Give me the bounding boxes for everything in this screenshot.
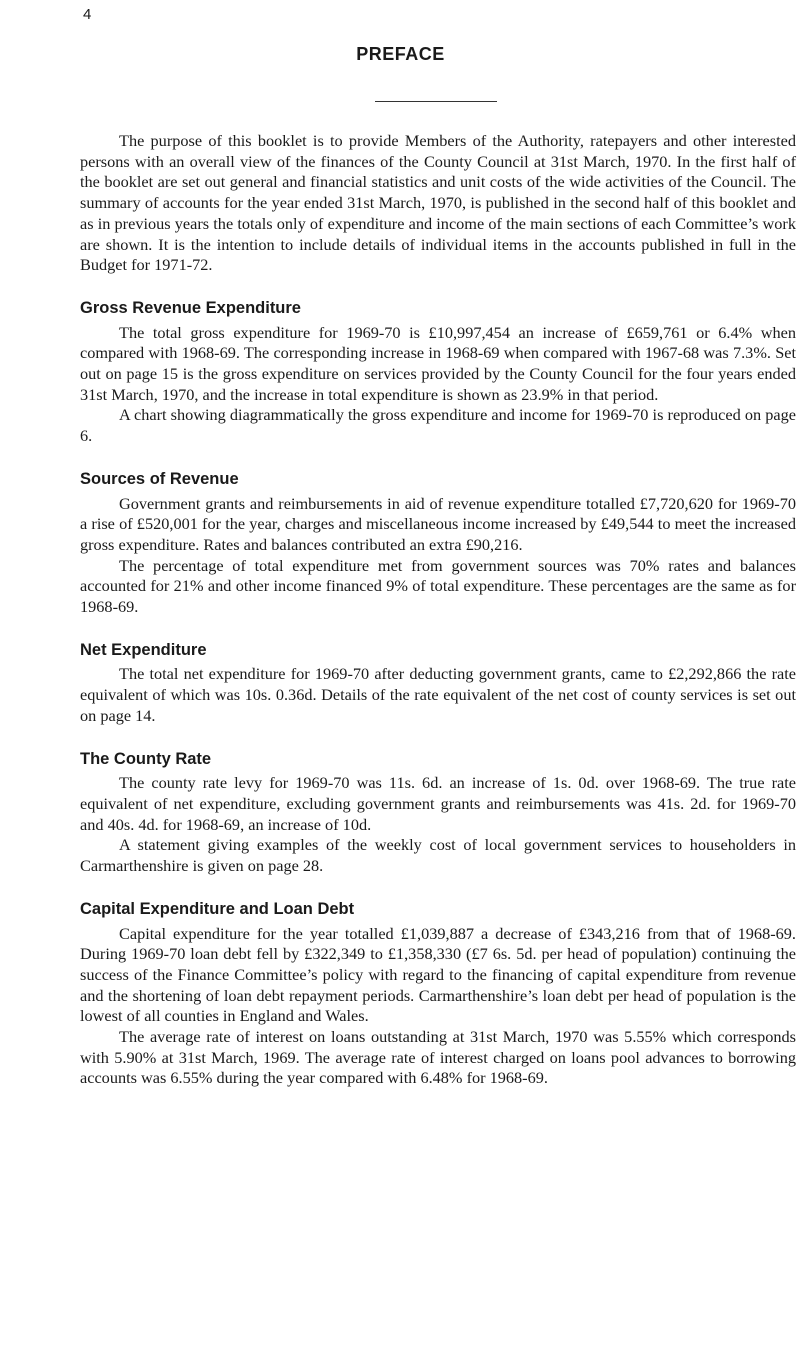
section-heading-capital-expenditure: Capital Expenditure and Loan Debt: [80, 899, 355, 918]
paragraph: A statement giving examples of the weekly cost of local government services to householders in Carmarthenshire is given on page 28.: [80, 835, 796, 876]
paragraph: The percentage of total expenditure met from government sources was 70% rates and balances accounted for 21% and other income financed 9% of total expenditure. These percentages are the same as for 1968-69.: [80, 555, 796, 617]
paragraph: The average rate of interest on loans outstanding at 31st March, 1970 was 5.55% which corresponds with 5.90% at 31st March, 1969. The average rate of interest charged on loans pool advances to borrowing accounts was 6.55% during the year compared with 6.48% for 1968-69.: [80, 1027, 796, 1088]
title-divider: [375, 101, 497, 102]
page-number: 4: [83, 6, 92, 23]
paragraph: The total gross expenditure for 1969-70 is £10,997,454 an increase of £659,761 or 6.4% when compared with 1968-69. The corresponding increase in 1968-69 when compared with 1967-68 was 7.3%. Set out on page 15 is the gross expenditure on services provided by the County Council for the four years ended 31st March, 1970, and the increase in total expenditure is shown as 23.9% in that period.: [80, 322, 796, 404]
paragraph: A chart showing diagrammatically the gross expenditure and income for 1969-70 is reproduced on page 6.: [80, 405, 796, 446]
section-heading-gross-revenue: Gross Revenue Expenditure: [80, 298, 301, 317]
section-heading-county-rate: The County Rate: [80, 749, 212, 768]
paragraph: Capital expenditure for the year totalled £1,039,887 a decrease of £343,216 from that of 1968-69. During 1969-70 loan debt fell by £322,349 to £1,358,330 (£7 6s. 5d. per head of population) continuing the success of the Finance Committee’s policy with regard to the financing of capital expenditure from revenue and the shortening of loan debt repayment periods. Carmarthenshire’s loan debt per head of population is the lowest of all counties in England and Wales.: [80, 923, 796, 1026]
document-body: [80, 131, 796, 1089]
intro-paragraph: The purpose of this booklet is to provide Members of the Authority, ratepayers and other interested persons with an overall view of the finances of the County Council at 31st March, 1970. In the first half of the booklet are set out general and financial statistics and unit costs of the wide activities of the Council. The summary of accounts for the year ended 31st March, 1970, is published in the second half of this booklet and as in previous years the totals only of expenditure and income of the main sections of each Committee’s work are shown. It is the intention to include details of individual items in the accounts published in full in the Budget for 1971-72.: [80, 131, 796, 275]
section-heading-sources-of-revenue: Sources of Revenue: [80, 469, 239, 488]
page-title: PREFACE: [356, 44, 445, 64]
paragraph: Government grants and reimbursements in aid of revenue expenditure totalled £7,720,620 for 1969-70 a rise of £520,001 for the year, charges and miscellaneous income increased by £49,544 to meet the increased gross expenditure. Rates and balances contributed an extra £90,216.: [80, 493, 796, 554]
paragraph: The county rate levy for 1969-70 was 11s. 6d. an increase of 1s. 0d. over 1968-69. The true rate equivalent of net expenditure, excluding government grants and reimbursements was 41s. 2d. for 1969-70 and 40s. 4d. for 1968-69, an increase of 10d.: [80, 773, 796, 834]
paragraph: The total net expenditure for 1969-70 after deducting government grants, came to £2,292,866 the rate equivalent of which was 10s. 0.36d. Details of the rate equivalent of the net cost of county services is set out on page 14.: [80, 664, 796, 725]
section-heading-net-expenditure: Net Expenditure: [80, 640, 207, 659]
